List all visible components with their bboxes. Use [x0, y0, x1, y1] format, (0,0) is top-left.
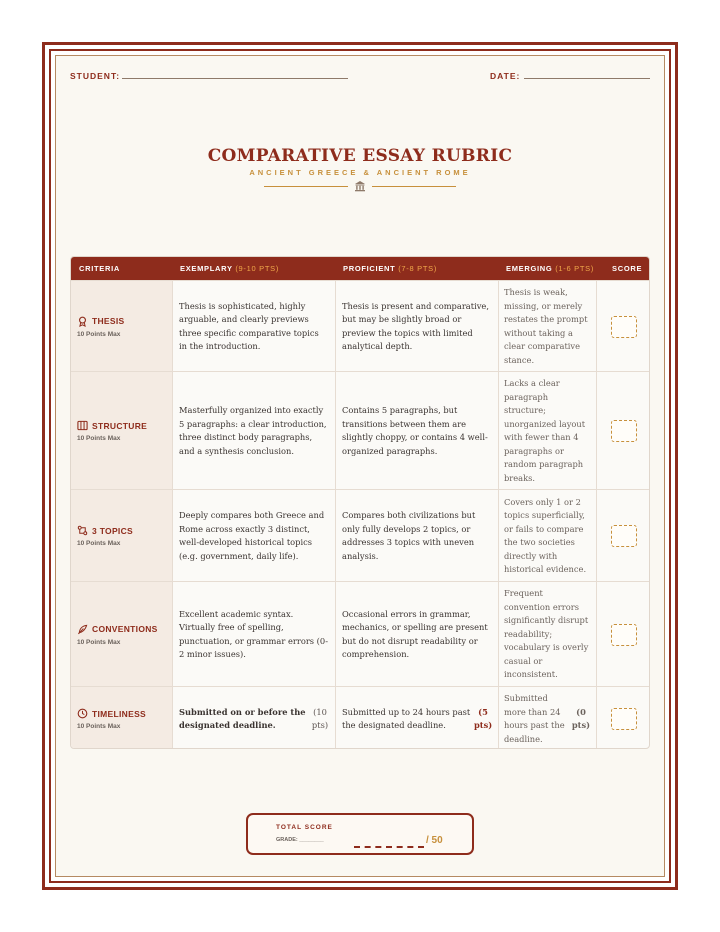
emerging-points: (0 pts) [571, 706, 591, 730]
student-label: STUDENT: [70, 71, 121, 81]
ornament-line-left [264, 186, 348, 187]
score-input-timeliness[interactable] [611, 708, 637, 730]
exemplary-points: (10 pts) [311, 706, 329, 730]
col-proficient: PROFICIENT (7-8 PTS) [343, 264, 438, 273]
total-score-label: TOTAL SCORE [276, 824, 333, 831]
criterion-name: THESIS [77, 316, 125, 327]
col-exemplary: EXEMPLARY (9-10 PTS) [180, 264, 280, 273]
emerging-desc: Submitted more than 24 hours past the deadline. [504, 693, 565, 744]
exemplary-desc: Thesis is sophisticated, highly arguable, and clearly previews three specific comparative topics in the introduction. [179, 300, 319, 351]
total-score-max: / 50 [426, 835, 443, 846]
grade-label: GRADE: ________ [276, 837, 324, 843]
criterion-max: 10 Points Max [77, 723, 121, 730]
table-row [71, 581, 650, 687]
criterion-max: 10 Points Max [77, 638, 121, 646]
score-input-topics[interactable] [611, 525, 637, 547]
col-score: SCORE [612, 264, 643, 273]
criterion-name: STRUCTURE [77, 420, 147, 431]
columns-icon [77, 420, 88, 431]
award-icon [77, 316, 88, 327]
exemplary-desc: Excellent academic syntax. Virtually free of spelling, punctuation, or grammar errors (0-2 minor issues). [179, 608, 328, 659]
table-row [71, 371, 650, 490]
col-emerging: EMERGING (1-6 PTS) [506, 264, 595, 273]
criterion-name: CONVENTIONS [77, 624, 158, 635]
emerging-desc: Thesis is weak, missing, or merely restates the prompt without taking a clear comparative stance. [504, 287, 588, 365]
total-score-input[interactable] [354, 846, 424, 848]
proficient-points: (5 pts) [474, 706, 493, 730]
criterion-name: TIMELINESS [77, 708, 146, 719]
score-input-thesis[interactable] [611, 316, 637, 338]
proficient-desc: Contains 5 paragraphs, but transitions between them are slightly choppy, or contains 4 well-organized paragraphs. [342, 405, 488, 456]
table-row [71, 489, 650, 582]
temple-icon [354, 180, 366, 192]
exemplary-desc: Masterfully organized into exactly 5 paragraphs: a clear introduction, three distinct body paragraphs, and a synthesis conclusion. [179, 405, 327, 456]
table-row [71, 280, 650, 372]
compare-arrows-icon [77, 525, 88, 536]
page-subtitle: ANCIENT GREECE & ANCIENT ROME [249, 168, 471, 177]
emerging-desc: Lacks a clear paragraph structure; unorganized layout with fewer than 4 paragraphs or random paragraph breaks. [504, 378, 586, 483]
table-header [71, 257, 650, 280]
ornament-line-right [372, 186, 456, 187]
proficient-desc: Submitted up to 24 hours past the designated deadline. [342, 706, 471, 730]
col-criteria: CRITERIA [79, 264, 121, 273]
student-name-line[interactable] [122, 78, 348, 79]
date-label: DATE: [490, 71, 521, 81]
proficient-desc: Occasional errors in grammar, mechanics, or spelling are present but do not disrupt readability or comprehension. [342, 608, 488, 659]
table-row [71, 686, 650, 749]
score-input-structure[interactable] [611, 420, 637, 442]
date-line[interactable] [524, 78, 650, 79]
proficient-desc: Compares both civilizations but only fully develops 2 topics, or addresses 3 topics with uneven analysis. [342, 510, 476, 561]
criterion-max: 10 Points Max [77, 435, 121, 442]
rubric-table [70, 256, 650, 749]
emerging-desc: Covers only 1 or 2 topics superficially, or fails to compare the two societies directly with historical evidence. [504, 496, 587, 574]
score-input-conventions[interactable] [611, 624, 637, 646]
quill-icon [77, 624, 88, 635]
exemplary-desc: Deeply compares both Greece and Rome across exactly 3 distinct, well-developed historical topics (e.g. government, daily life). [179, 510, 325, 561]
proficient-desc: Thesis is present and comparative, but may be slightly broad or preview the topics with limited analytical depth. [342, 300, 489, 351]
total-score-box [246, 813, 474, 855]
page-title: COMPARATIVE ESSAY RUBRIC [207, 146, 513, 166]
criterion-max: 10 Points Max [77, 330, 121, 338]
criterion-max: 10 Points Max [77, 540, 121, 547]
emerging-desc: Frequent convention errors significantly disrupt readability; vocabulary is overly casual or inconsistent. [504, 588, 589, 680]
clock-icon [77, 708, 88, 719]
exemplary-desc: Submitted on or before the designated deadline. [179, 706, 306, 730]
criterion-name: 3 TOPICS [77, 525, 133, 536]
